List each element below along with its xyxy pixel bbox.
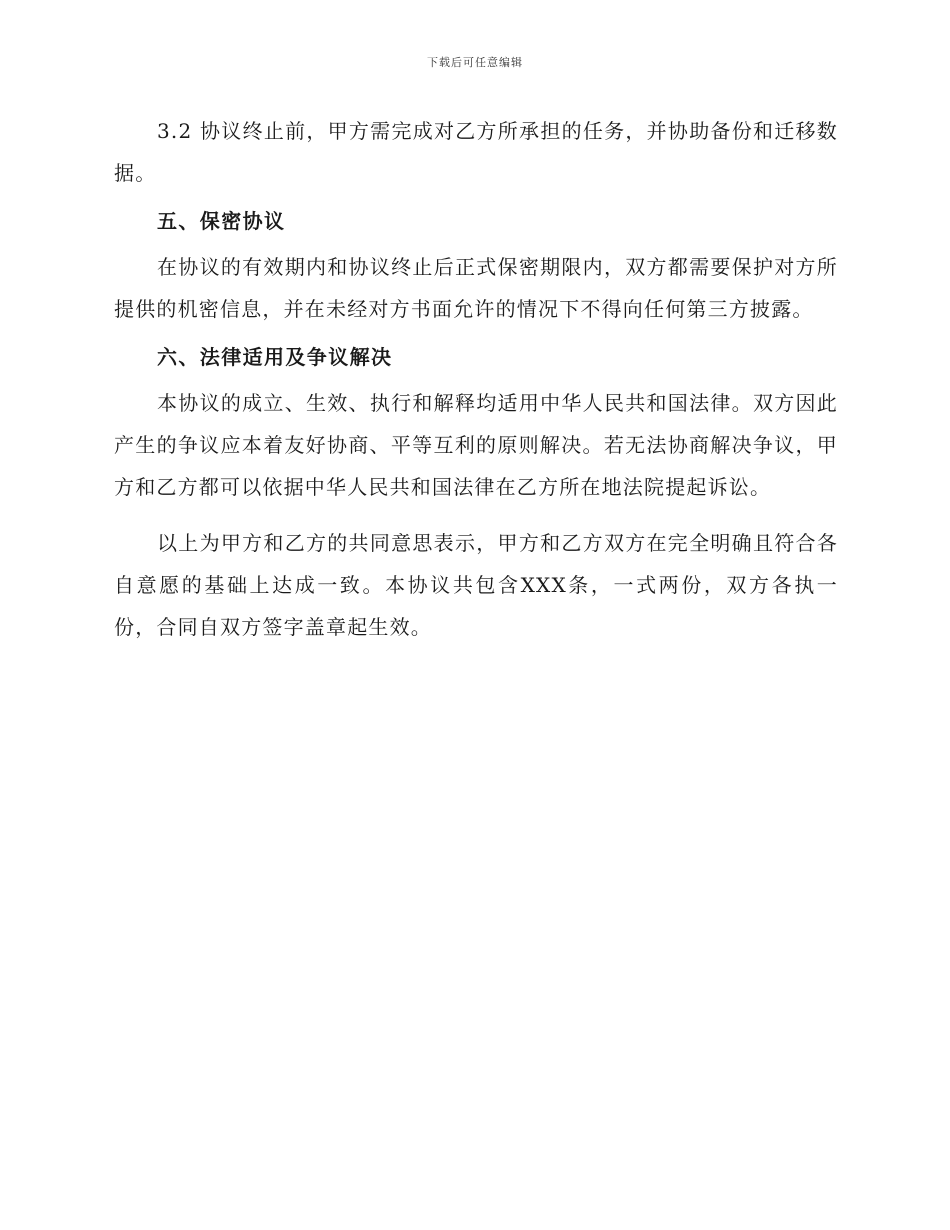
clause-3-2-paragraph: 3.2 协议终止前，甲方需完成对乙方所承担的任务，并协助备份和迁移数据。	[114, 119, 838, 185]
document-body	[114, 110, 838, 648]
section-6-heading: 六、法律适用及争议解决	[157, 345, 393, 369]
section-6-paragraph: 本协议的成立、生效、执行和解释均适用中华人民共和国法律。双方因此产生的争议应本着友好协商、平等互利的原则解决。若无法协商解决争议，甲方和乙方都可以依据中华人民共和国法律在乙方所在地法院提起诉讼。	[114, 391, 838, 499]
section-5-paragraph: 在协议的有效期内和协议终止后正式保密期限内，双方都需要保护对方所提供的机密信息，并在未经对方书面允许的情况下不得向任何第三方披露。	[114, 255, 838, 321]
section-5-heading: 五、保密协议	[157, 209, 286, 233]
page-header-note: 下载后可任意编辑	[427, 56, 523, 69]
closing-paragraph: 以上为甲方和乙方的共同意思表示，甲方和乙方双方在完全明确且符合各自意愿的基础上达成一致。本协议共包含XXX条，一式两份，双方各执一份，合同自双方签字盖章起生效。	[114, 531, 838, 639]
